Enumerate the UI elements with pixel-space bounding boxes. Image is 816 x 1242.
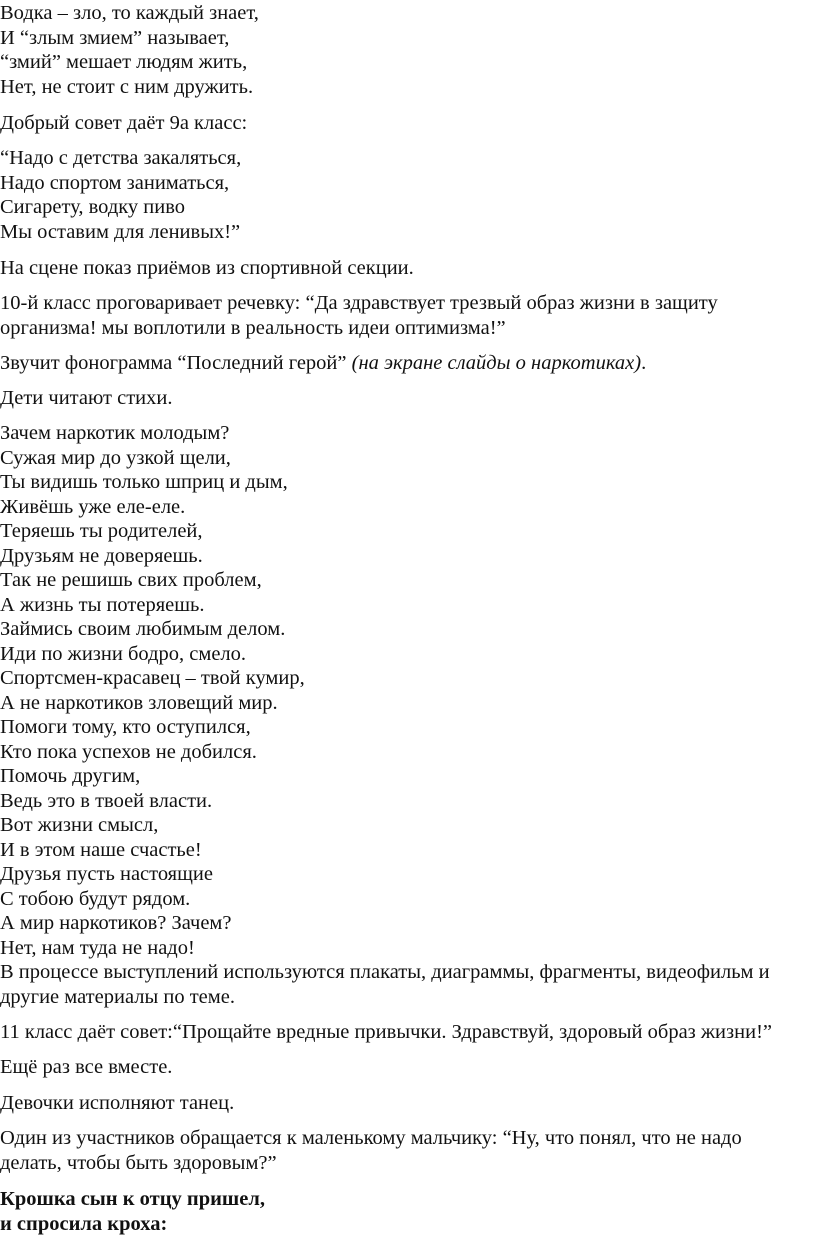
poem-line: “змий” мешает людям жить, <box>0 51 248 73</box>
poem-line: Мы оставим для ленивых!” <box>0 220 241 243</box>
poem-line: Нет, не стоит с ним дружить. <box>0 75 254 98</box>
poem-line: Помоги тому, кто оступился, <box>0 716 251 738</box>
poem-line: Сигарету, водку пиво <box>0 196 186 218</box>
poem-line: А жизнь ты потеряешь. <box>0 593 205 616</box>
paragraph-dance: Девочки исполняют танец. <box>0 1092 235 1114</box>
poem-line: Кто пока успехов не добился. <box>0 740 257 763</box>
poem-line: С тобою будут рядом. <box>0 887 191 910</box>
poem-line: Иди по жизни бодро, смело. <box>0 642 247 665</box>
poem-line: И в этом наше счастье! <box>0 838 202 861</box>
poem-line: Друзья пусть настоящие <box>0 863 213 885</box>
paragraph-boy: Один из участников обращается к маленькому мальчику: “Ну, что понял, что не надо делать, чтобы быть здоровым?” <box>0 1127 742 1174</box>
poem-line: Спортсмен-красавец – твой кумир, <box>0 667 305 689</box>
poem-line: Ведь это в твоей власти. <box>0 789 213 812</box>
paragraph-class-10: 10-й класс проговаривает речевку: “Да здравствует трезвый образ жизни в защиту организма! мы воплотили в реальность идеи оптимизма!” <box>0 292 718 339</box>
poem-line: Ты видишь только шприц и дым, <box>0 471 288 493</box>
phonogram-end: . <box>641 352 647 374</box>
poem-line: Сужая мир до узкой щели, <box>0 446 231 469</box>
poem-line: Друзьям не доверяешь. <box>0 544 203 567</box>
poem-line: и спросила кроха: <box>0 1212 168 1235</box>
paragraph-stage: На сцене показ приёмов из спортивной секции. <box>0 257 414 279</box>
poem-drugs <box>0 421 305 960</box>
paragraph-children: Дети читают стихи. <box>0 387 173 409</box>
poem-line: Вот жизни смысл, <box>0 814 159 836</box>
poem-line: А не наркотиков зловещий мир. <box>0 691 278 714</box>
poem-line: Нет, нам туда не надо! <box>0 936 195 959</box>
phonogram-text: Звучит фонограмма “Последний герой” <box>0 352 352 374</box>
poem-line: Зачем наркотик молодым? <box>0 422 230 444</box>
poem-line: Живёшь уже еле-еле. <box>0 495 186 518</box>
paragraph-advice-9a: Добрый совет даёт 9а класс: <box>0 112 248 134</box>
poem-line: Так не решишь свих проблем, <box>0 569 262 591</box>
poem-vodka <box>0 1 259 99</box>
poem-line: “Надо с детства закаляться, <box>0 147 242 169</box>
poem-line: Крошка сын к отцу пришел, <box>0 1188 265 1210</box>
poem-line: Займись своим любимым делом. <box>0 618 286 640</box>
poem-sport <box>0 146 241 244</box>
poem-line: И “злым змием” называет, <box>0 26 230 49</box>
paragraph-class-11: 11 класс даёт совет:“Прощайте вредные привычки. Здравствуй, здоровый образ жизни!” <box>0 1021 772 1043</box>
paragraph-together: Ещё раз все вместе. <box>0 1056 173 1078</box>
paragraph-phonogram <box>0 351 646 376</box>
poem-line: Надо спортом заниматься, <box>0 171 230 194</box>
poem-line: Водка – зло, то каждый знает, <box>0 2 259 24</box>
paragraph-materials: В процессе выступлений используются плакаты, диаграммы, фрагменты, видеофильм и другие материалы по теме. <box>0 961 770 1008</box>
poem-line: Теряешь ты родителей, <box>0 520 203 542</box>
phonogram-note: (на экране слайды о наркотиках) <box>351 352 642 374</box>
poem-son <box>0 1187 265 1236</box>
poem-line: Помочь другим, <box>0 765 141 787</box>
poem-line: А мир наркотиков? Зачем? <box>0 912 232 934</box>
